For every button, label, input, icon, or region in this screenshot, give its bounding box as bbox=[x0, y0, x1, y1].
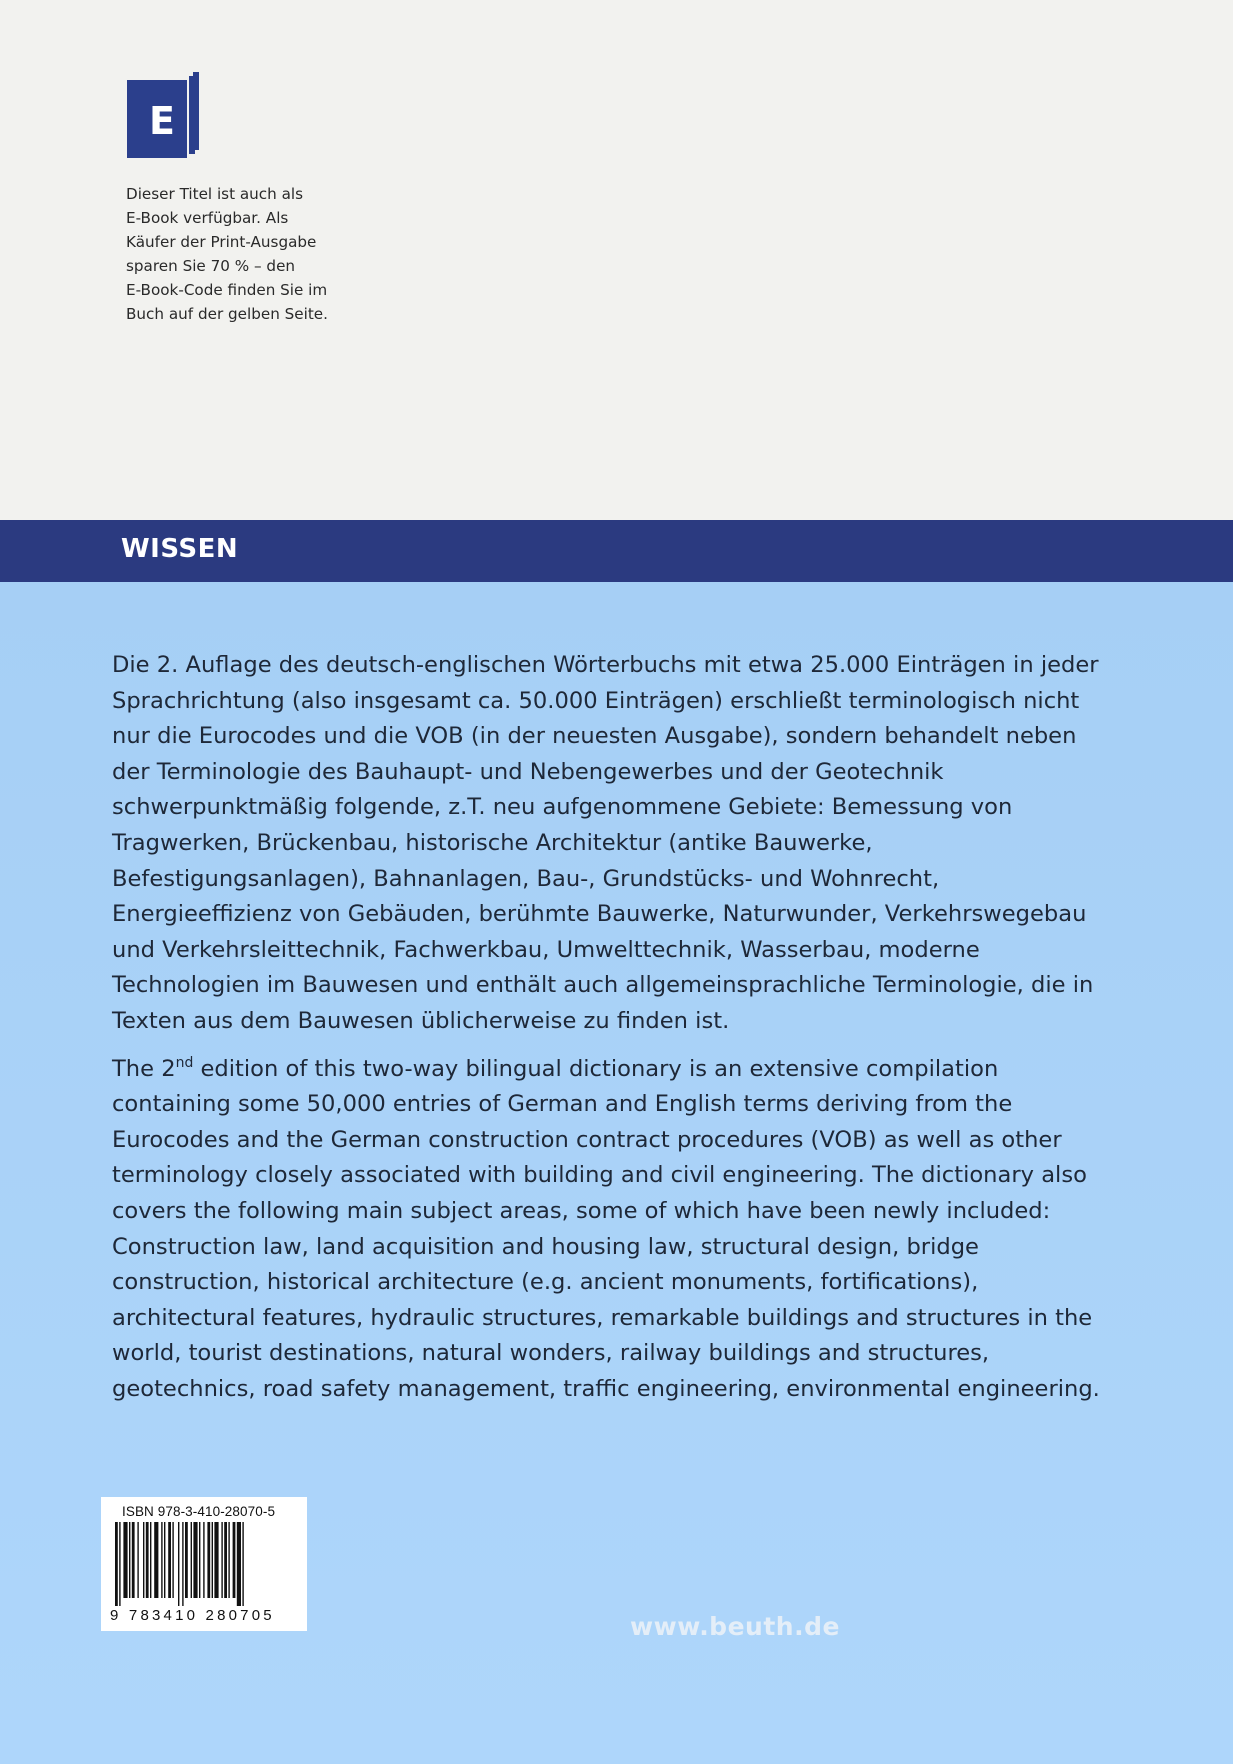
english-ordinal: nd bbox=[175, 1054, 194, 1071]
publisher-website: www.beuth.de bbox=[630, 1612, 840, 1641]
barcode-bar bbox=[242, 1522, 243, 1606]
barcode-bar bbox=[129, 1522, 130, 1598]
barcode-bar bbox=[191, 1522, 192, 1598]
barcode-bar bbox=[203, 1522, 204, 1598]
barcode-bar bbox=[178, 1522, 179, 1606]
barcode-bar bbox=[115, 1522, 118, 1606]
barcode-bar bbox=[137, 1522, 138, 1598]
description-english bbox=[112, 1052, 1112, 1408]
barcode-bar bbox=[185, 1522, 188, 1598]
english-rest: edition of this two-way bilingual dictionary is an extensive compilation containing some 50,000 entries of German and English terms deriving from the Eurocodes and the German construction contract procedures (VOB) as well as other terminology closely associated with building and civil engineering. The dictionary also covers the following main subject areas, some of which have been newly included: Construction law, land acquisition and housing law, structural design, bridge construction, historical architecture (e.g. ancient monuments, fortifications), architectural features, hydraulic structures, remarkable buildings and structures in the world, tourist destinations, natural wonders, railway buildings and structures, geotechnics, road safety management, traffic engineering, environmental engineering. bbox=[112, 1055, 1100, 1402]
description-text bbox=[112, 648, 1112, 1419]
barcode-bar bbox=[123, 1522, 127, 1598]
barcode-bar bbox=[233, 1522, 236, 1598]
barcode-bar bbox=[214, 1522, 218, 1598]
barcode-bar bbox=[119, 1522, 120, 1606]
barcode-bar bbox=[199, 1522, 200, 1598]
barcode-digits: 9 783410 280705 bbox=[110, 1607, 275, 1624]
barcode-bar bbox=[168, 1522, 171, 1598]
barcode-bar bbox=[143, 1522, 144, 1598]
barcode-bar bbox=[150, 1522, 151, 1598]
barcode-bar bbox=[182, 1522, 183, 1606]
barcode-bar bbox=[164, 1522, 165, 1598]
barcode-bar bbox=[224, 1522, 227, 1598]
barcode-bar bbox=[132, 1522, 135, 1598]
barcode-bar bbox=[154, 1522, 158, 1598]
ebook-icon-page-2 bbox=[193, 72, 199, 150]
barcode-bar bbox=[221, 1522, 222, 1598]
barcode-bar bbox=[193, 1522, 197, 1598]
isbn-label: ISBN 978-3-410-28070-5 bbox=[122, 1504, 276, 1519]
barcode bbox=[115, 1522, 295, 1606]
barcode-bar bbox=[207, 1522, 210, 1598]
barcode-bar bbox=[146, 1522, 149, 1598]
barcode-bar bbox=[172, 1522, 173, 1598]
ebook-icon bbox=[127, 72, 199, 158]
barcode-bar bbox=[161, 1522, 162, 1598]
description-german: Die 2. Auflage des deutsch-englischen Wörterbuchs mit etwa 25.000 Einträgen in jeder Sprachrichtung (also insgesamt ca. 50.000 Einträgen) erschließt terminologisch nicht nur die Eurocodes und die VOB (in der neuesten Ausgabe), sondern behandelt neben der Terminologie des Bauhaupt- und Nebengewerbes und der Geotechnik schwerpunktmäßig folgende, z.T. neu aufgenommene Gebiete: Bemessung von Tragwerken, Brückenbau, historische Architektur (antike Bauwerke, Befestigungsanlagen), Bahnanlagen, Bau-, Grundstücks- und Wohnrecht, Energieeffizienz von Gebäuden, berühmte Bauwerke, Naturwunder, Verkehrswegebau und Verkehrsleittechnik, Fachwerkbau, Umwelttechnik, Wasserbau, moderne Technologien im Bauwesen und enthält auch allgemeinsprachliche Terminologie, die in Texten aus dem Bauwesen üblicherweise zu finden ist. bbox=[112, 652, 1099, 1034]
ebook-notice-text: Dieser Titel ist auch als E-Book verfügbar. Als Käufer der Print-Ausgabe sparen Sie 70 % – den E-Book-Code finden Sie im Buch auf der gelben Seite. bbox=[126, 185, 328, 323]
barcode-bar bbox=[228, 1522, 229, 1598]
barcode-bar bbox=[212, 1522, 213, 1598]
english-prefix: The 2 bbox=[112, 1055, 176, 1082]
category-label: WISSEN bbox=[121, 534, 239, 564]
ebook-icon-letter: E bbox=[149, 99, 175, 143]
barcode-bar bbox=[237, 1522, 241, 1606]
